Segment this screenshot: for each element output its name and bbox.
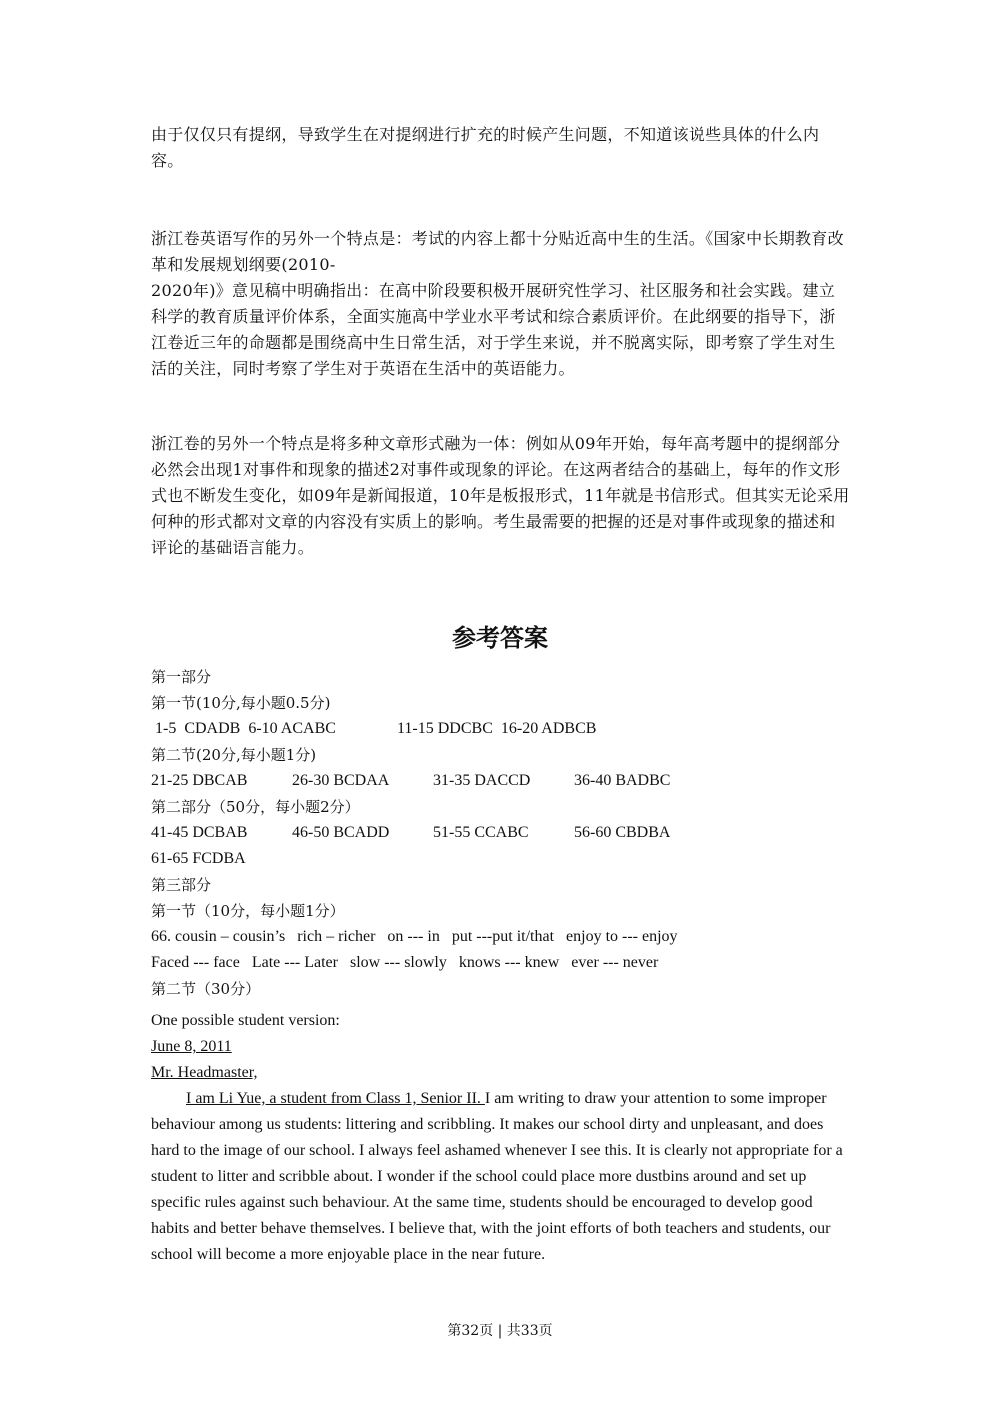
paragraph-text: 由于仅仅只有提纲，导致学生在对提纲进行扩充的时候产生问题，不知道该说些具体的什么内容。 [151, 125, 820, 170]
part1-heading: 第一部分 [151, 668, 212, 686]
page-number: 第32页 | 共33页 [447, 1323, 553, 1339]
answer-group: 36-40 BADBC [574, 772, 671, 789]
part3-section2-heading: 第二节（30分） [151, 980, 261, 998]
letter-date-text: June 8, 2011 [151, 1038, 232, 1055]
part2-answers-row2: 61-65 FCDBA [151, 850, 246, 867]
part2-heading: 第二部分（50分，每小题2分） [151, 798, 360, 816]
section1-answers [151, 716, 851, 742]
paragraph-text: 浙江卷的另外一个特点是将多种文章形式融为一体：例如从09年开始，每年高考题中的提纲部分必然会出现1对事件和现象的描述2对事件或现象的评论。在这两者结合的基础上，每年的作文形式也不断发生变化，如09年是新闻报道，10年是板报形式，11年就是书信形式。但其实无论采用何种的形式都对文章的内容没有实质上的影响。考生最需要的把握的还是对事件或现象的描述和评论的基础语言能力。 [151, 434, 850, 557]
answer-title: 参考答案 [452, 624, 548, 652]
letter-intro: One possible student version: [151, 1012, 340, 1029]
paragraph-outline-problem [151, 122, 851, 174]
paragraph-text: 浙江卷英语写作的另外一个特点是：考试的内容上都十分贴近高中生的生活。《国家中长期教育改革和发展规划纲要(2010- [151, 229, 844, 274]
answer-group: 21-25 DBCAB [151, 772, 248, 789]
answer-group: 1-5 CDADB 6-10 ACABC [151, 720, 336, 737]
answer-group: 46-50 BCADD [292, 824, 390, 841]
paragraph-text: 2020年)》意见稿中明确指出：在高中阶段要积极开展研究性学习、社区服务和社会实践。建立科学的教育质量评价体系，全面实施高中学业水平考试和综合素质评价。在此纲要的指导下，浙江卷近三年的命题都是围绕高中生日常生活，对于学生来说，并不脱离实际，即考察了学生对生活的关注，同时考察了学生对于英语在生活中的英语能力。 [151, 281, 836, 378]
part2-answers-row1 [151, 820, 851, 846]
letter-opening: I am Li Yue, a student from Class 1, Senior II. [186, 1090, 485, 1107]
letter-body [151, 1086, 851, 1268]
answer-group: 26-30 BCDAA [292, 772, 390, 789]
letter-date [151, 1034, 851, 1060]
paragraph-zhejiang-feature-life [151, 226, 851, 382]
paragraph-zhejiang-feature-forms [151, 431, 851, 561]
section1-heading: 第一节(10分,每小题0.5分) [151, 694, 331, 712]
section2-answers [151, 768, 851, 794]
letter-salutation-text: Mr. Headmaster, [151, 1064, 258, 1081]
sample-letter [151, 1008, 851, 1268]
correction-answers-line1: 66. cousin – cousin’s rich – richer on --- in put ---put it/that enjoy to --- enjoy [151, 928, 678, 945]
part3-section1-heading: 第一节（10分，每小题1分） [151, 902, 345, 920]
section2-heading: 第二节(20分,每小题1分) [151, 746, 317, 764]
answer-group: 41-45 DCBAB [151, 824, 248, 841]
correction-answers-line2: Faced --- face Late --- Later slow --- slowly knows --- knew ever --- never [151, 954, 659, 971]
letter-salutation [151, 1060, 851, 1086]
answer-group: 11-15 DDCBC 16-20 ADBCB [397, 720, 597, 737]
answer-key [151, 664, 851, 1002]
answer-group: 31-35 DACCD [433, 772, 531, 789]
answer-group: 56-60 CBDBA [574, 824, 671, 841]
letter-body-text: I am writing to draw your attention to some improper behaviour among us students: littering and scribbling. It makes our school dirty and unpleasant, and does hard to the image of our school. I always feel ashamed whenever I see this. It is clearly not appropriate for a student to litter and scribble about. I wonder if the school could place more dustbins around and set up specific rules against such behaviour. At the same time, students should be encouraged to develop good habits and better behave themselves. I believe that, with the joint efforts of both teachers and students, our school will become a more enjoyable place in the near future. [151, 1090, 843, 1263]
part3-heading: 第三部分 [151, 876, 212, 894]
answer-group: 51-55 CCABC [433, 824, 529, 841]
